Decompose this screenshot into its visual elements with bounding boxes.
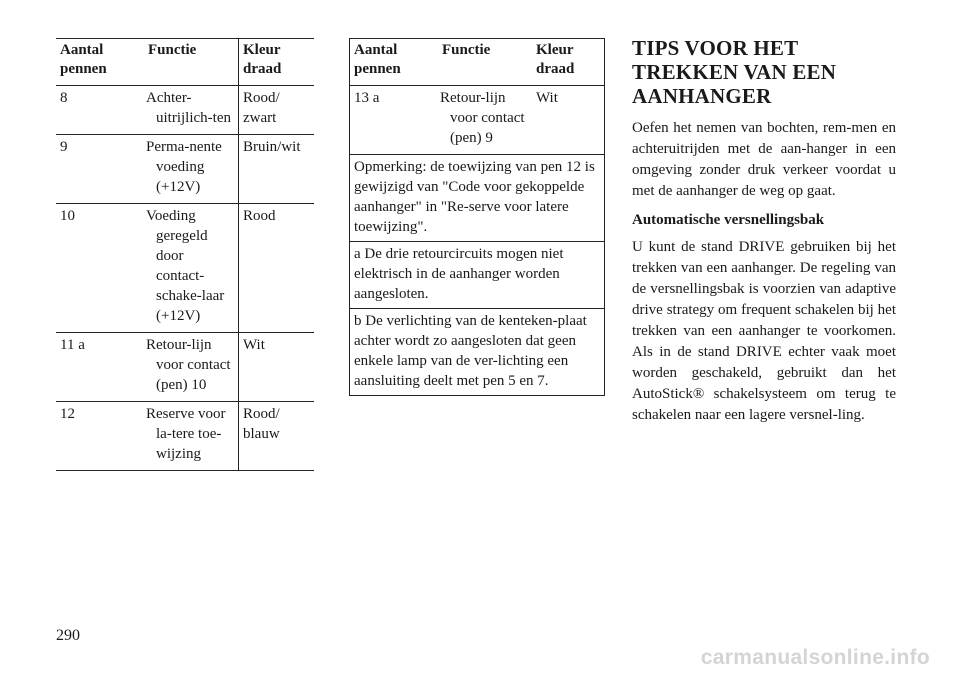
intro-paragraph: Oefen het nemen van bochten, rem-men en achteruitrijden met de aan-hanger in een omgeving zonder druk verkeer voordat u met de aanhanger de weg op gaat. [632, 120, 896, 199]
table-row [56, 333, 314, 402]
header-pins: Aantal pennen [350, 39, 439, 86]
pin-cell: 12 [60, 406, 75, 422]
note-row [350, 309, 605, 396]
wiring-table-right [349, 38, 605, 396]
color-cell: Wit [532, 86, 605, 155]
pin-cell: 13 a [350, 86, 439, 155]
footnote-b: b De verlichting van de kenteken-plaat achter wordt zo aangesloten dat geen enkele lamp van de ver-lichting een aansluiting deelt met pen 5 en 7. [354, 313, 587, 389]
header-wire-color: Kleur draad [239, 39, 315, 86]
table-row [56, 204, 314, 333]
page-number: 290 [56, 627, 80, 644]
header-function: Functie [438, 39, 532, 86]
table-row [56, 135, 314, 204]
watermark: carmanualsonline.info [700, 646, 930, 669]
body-paragraph: U kunt de stand DRIVE gebruiken bij het trekken van een aanhanger. De regeling van de versnellingsbak is voorzien van adaptive drive strategy om frequent schakelen bij het trekken van een aanhanger te voorkomen. Als in de stand DRIVE echter vaak moet worden geschakeld, gebruikt dan het AutoStick® schakelsysteem om terug te schakelen naar een lagere versnel-ling. [632, 239, 896, 423]
footnote-a: a De drie retourcircuits mogen niet elektrisch in de aanhanger worden aangesloten. [350, 242, 605, 309]
table-row [350, 86, 605, 155]
color-cell: Wit [239, 333, 315, 402]
pin-cell: 9 [56, 135, 144, 204]
function-cell: Retour-lijn voor contact (pen) 9 [438, 86, 532, 155]
note-pin-12: Opmerking: de toewijzing van pen 12 is gewijzigd van "Code voor gekoppelde aanhanger" in "Re-serve voor latere toewijzing". [350, 155, 605, 242]
header-pins: Aantal pennen [56, 39, 144, 86]
note-row [350, 155, 605, 242]
function-cell: Reserve voor la-tere toe-wijzing [146, 406, 226, 462]
table-row [56, 402, 314, 471]
header-function: Functie [144, 39, 239, 86]
function-cell: Voeding geregeld door contact-schake-laar (+12V) [144, 204, 239, 333]
towing-tips-section [632, 36, 896, 434]
table-header-row [56, 39, 314, 86]
table-row [56, 86, 314, 135]
color-cell: Rood/ blauw [239, 402, 315, 471]
color-cell: Rood [239, 204, 315, 333]
function-cell: Retour-lijn voor contact (pen) 10 [144, 333, 239, 402]
note-row [350, 242, 605, 309]
subheading: Automatische versnellingsbak [632, 212, 825, 228]
section-title: TIPS VOOR HET TREKKEN VAN EEN AANHANGER [632, 36, 837, 108]
color-cell: Rood/ zwart [239, 86, 315, 135]
function-cell: Perma-nente voeding (+12V) [144, 135, 239, 204]
header-wire-color: Kleur draad [532, 39, 605, 86]
function-cell: Achter-uitrijlich-ten [144, 86, 239, 135]
color-cell: Bruin/wit [239, 135, 315, 204]
wiring-table-left [56, 38, 314, 471]
pin-cell: 10 [56, 204, 144, 333]
pin-cell: 8 [56, 86, 144, 135]
table-header-row [350, 39, 605, 86]
pin-cell: 11 a [56, 333, 144, 402]
